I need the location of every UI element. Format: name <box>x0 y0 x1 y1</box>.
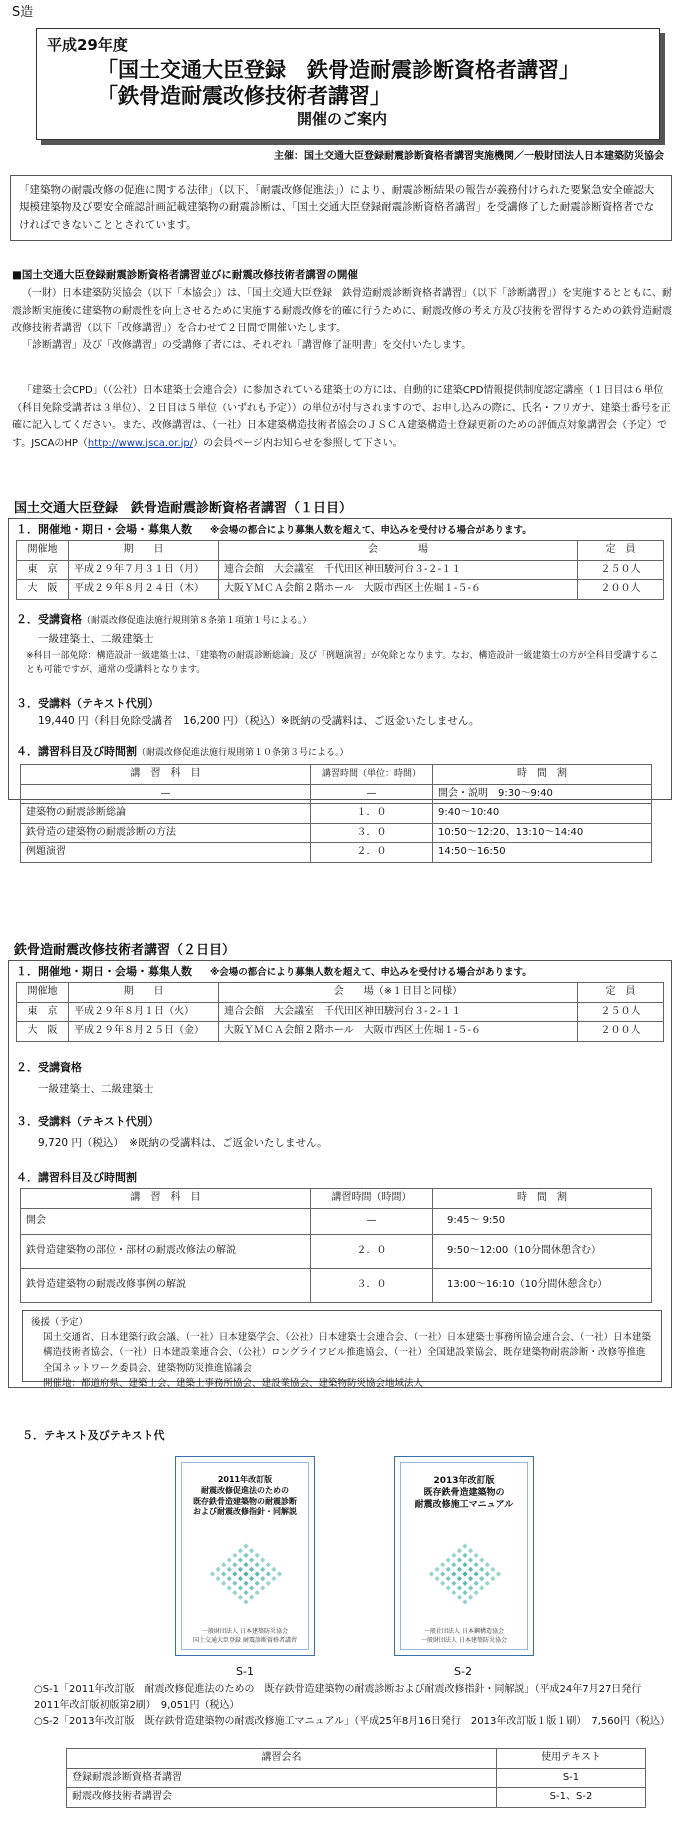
table-row <box>21 804 652 824</box>
book-s1-caption: S-1 <box>236 1665 254 1678</box>
subject-header-hours: 講習時間（時間） <box>311 1189 433 1209</box>
day1-s1 <box>16 522 532 538</box>
table-row <box>17 541 664 561</box>
table-row <box>17 1002 664 1022</box>
subject-time: 13:00～16:10（10分間休憩含む） <box>433 1268 652 1302</box>
diamond-pattern-icon <box>415 1529 515 1619</box>
texts-heading: ５．テキスト及びテキスト代 <box>22 1429 165 1442</box>
sponsor: 主催：国土交通大臣登録耐震診断資格者講習実施機関／一般財団法人日本建築防災協会 <box>274 151 664 162</box>
usage-text: S-1、S-2 <box>497 1788 646 1808</box>
book-s2-title: 2013年改訂版 既存鉄骨造建築物の 耐震改修施工マニュアル <box>414 1476 514 1511</box>
text-item-s2: ○S-2「2013年改訂版 既存鉄骨造建築物の耐震改修施工マニュアル」（平成25年8月16日発行 2013年改訂版１版１刷） 7,560円（税込） <box>34 1716 670 1727</box>
day2-s4: ４．講習科目及び時間割 <box>16 1171 137 1184</box>
subject-hours: ３．０ <box>311 823 433 843</box>
usage-header-text: 使用テキスト <box>497 1749 646 1769</box>
table-row <box>21 1189 652 1209</box>
support-title: 後援（予定） <box>31 1317 89 1328</box>
support-venues: 開催地：都道府県、建築士会、建築士事務所協会、建設業協会、建築物防災協会地域法人 <box>43 1377 424 1389</box>
venue-date: 平成２９年７月３１日（月） <box>69 560 219 580</box>
venue-header-hall: 会 場（※１日目と同様） <box>219 983 578 1003</box>
diamond-pattern-icon <box>196 1529 296 1619</box>
subject-name: 鉄骨造建築物の耐震改修事例の解説 <box>21 1268 311 1302</box>
venue-hall: 連合会館 大会議室 千代田区神田駿河台３-２-１１ <box>219 560 578 580</box>
day1-s2-label: ２．受講資格 <box>16 613 82 626</box>
day2-title: 鉄骨造耐震改修技術者講習（２日目） <box>14 943 236 958</box>
subject-name: 開会 <box>21 1208 311 1234</box>
table-row <box>21 784 652 804</box>
subject-hours: １．０ <box>311 804 433 824</box>
table-row <box>67 1768 646 1788</box>
overview-heading: ■国土交通大臣登録耐震診断資格者講習並びに耐震改修技術者講習の開催 <box>12 269 358 281</box>
support-body: 国土交通省、日本建築行政会議、（一社）日本建築学会、（公社）日本建築士会連合会、（一社）日本建築士事務所協会連合会、（一社）日本建築構造技術者協会、（一社）日本建設業連合会、（公社）ロングライフビル推進協会、（一社）全国建設業協会、既存建築物耐震診断・改修等推進全国ネットワーク委員会、建築物防災推進協議会 <box>43 1332 652 1374</box>
book-s2-caption: S-2 <box>454 1665 472 1678</box>
table-row <box>17 560 664 580</box>
subject-header-time: 時 間 割 <box>433 1189 652 1209</box>
subject-hours: — <box>311 1208 433 1234</box>
usage-name: 耐震改修技術者講習会 <box>67 1788 497 1808</box>
venue-cap: ２５０人 <box>578 1002 664 1022</box>
structure-tag: S造 <box>12 5 34 20</box>
venue-header-cap: 定 員 <box>578 983 664 1003</box>
day1-s4-note: （耐震改修促進法施行規則第１０条第３号による。） <box>137 748 349 758</box>
day1-qual: 一級建築士、二級建築士 <box>38 633 154 645</box>
subject-name: 鉄骨造建築物の部位・部材の耐震改修法の解説 <box>21 1234 311 1268</box>
venue-header-hall: 会 場 <box>219 541 578 561</box>
book-s1 <box>175 1456 315 1656</box>
title-line1: 「国土交通大臣登録 鉄骨造耐震診断資格者講習」 <box>97 57 580 82</box>
venue-header-cap: 定 員 <box>578 541 664 561</box>
subject-hours: ３．０ <box>311 1268 433 1302</box>
table-row <box>17 1022 664 1042</box>
venue-header-date: 期 日 <box>69 541 219 561</box>
table-row <box>17 580 664 600</box>
subject-hours: ２．０ <box>311 1234 433 1268</box>
usage-header-name: 講習会名 <box>67 1749 497 1769</box>
day1-s2 <box>16 612 312 628</box>
day1-s2-note: （耐震改修促進法施行規則第８条第１項第１号による。） <box>82 616 312 626</box>
overview-p1: （一財）日本建築防災協会（以下「本協会」）は、「国土交通大臣登録 鉄骨造耐震診断資格者講習」（以下「診断講習」）を実施するとともに、耐震診断実施後に建築物の耐震性を向上させるために実施する耐震改修を的確に行うために、耐震改修の考え方及び技術を習得するための鉄骨造耐震改修技術者講習（以下「改修講習」）を合わせて２日間で開催いたします。 <box>12 288 672 334</box>
day2-venue-table <box>16 982 664 1042</box>
table-row <box>21 823 652 843</box>
table-row <box>21 1234 652 1268</box>
text-item-s1: ○S-1「2011年改訂版 耐震改修促進法のための 既存鉄骨造建築物の耐震診断および耐震改修指針・同解説」（平成24年7月27日発行 2011年改訂版初版第2刷） 9,051円（税込） <box>34 1684 652 1711</box>
text-usage-table <box>66 1748 646 1808</box>
title-box <box>36 28 660 140</box>
table-row <box>21 1268 652 1302</box>
day1-qual-note: ※科目一部免除：構造設計一級建築士は、「建築物の耐震診断総論」及び「例題演習」が免除となります。なお、構造設計一級建築士の方が全科目受講することも可能ですが、通常の受講料となります。 <box>26 651 659 675</box>
venue-city: 大 阪 <box>17 580 69 600</box>
jsca-link[interactable]: http://www.jsca.or.jp/ <box>87 437 194 449</box>
day2-s1-label: １．開催地・期日・会場・募集人数 <box>16 965 192 978</box>
book-s2-publisher: 一般社団法人 日本鋼構造協会 一般財団法人 日本建築防災協会 <box>421 1628 507 1644</box>
day1-s1-note: ※会場の都合により募集人数を超えて、申込みを受付ける場合があります。 <box>210 525 532 536</box>
table-row <box>17 983 664 1003</box>
day1-subject-table <box>20 764 652 863</box>
title-year: 平成29年度 <box>47 36 128 54</box>
subject-name: 例題演習 <box>21 843 311 863</box>
subject-header-hours: 講習時間（単位：時間） <box>311 765 433 785</box>
support-box <box>22 1310 662 1389</box>
venue-hall: 連合会館 大会議室 千代田区神田駿河台３-２-１１ <box>219 1002 578 1022</box>
venue-cap: ２５０人 <box>578 560 664 580</box>
title-line3: 開催のご案内 <box>297 110 388 129</box>
venue-cap: ２００人 <box>578 580 664 600</box>
venue-date: 平成２９年８月２４日（木） <box>69 580 219 600</box>
venue-city: 東 京 <box>17 1002 69 1022</box>
subject-hours: — <box>311 784 433 804</box>
venue-hall: 大阪ＹＭＣＡ会館２階ホール 大阪市西区土佐堀１-５-６ <box>219 580 578 600</box>
title-line2: 「鉄骨造耐震改修技術者講習」 <box>97 84 391 108</box>
subject-name: 鉄骨造の建築物の耐震診断の方法 <box>21 823 311 843</box>
venue-cap: ２００人 <box>578 1022 664 1042</box>
day1-title: 国土交通大臣登録 鉄骨造耐震診断資格者講習（１日目） <box>14 501 353 516</box>
venue-header-city: 開催地 <box>17 983 69 1003</box>
subject-time: 開会・説明 9:30～9:40 <box>433 784 652 804</box>
venue-city: 東 京 <box>17 560 69 580</box>
subject-time: 9:40～10:40 <box>433 804 652 824</box>
overview-p2: 「診断講習」及び「改修講習」の受講修了者には、それぞれ「講習修了証明書」を交付いたします。 <box>22 340 472 351</box>
subject-time: 10:50～12:20、13:10～14:40 <box>433 823 652 843</box>
table-row <box>21 843 652 863</box>
day2-qual: 一級建築士、二級建築士 <box>38 1083 154 1095</box>
day2-s3: ３．受講料（テキスト代別） <box>16 1115 159 1128</box>
venue-hall: 大阪ＹＭＣＡ会館２階ホール 大阪市西区土佐堀１-５-６ <box>219 1022 578 1042</box>
venue-header-city: 開催地 <box>17 541 69 561</box>
subject-time: 14:50～16:50 <box>433 843 652 863</box>
day1-s4 <box>16 744 349 760</box>
table-row <box>21 765 652 785</box>
usage-text: S-1 <box>497 1768 646 1788</box>
table-row <box>21 1208 652 1234</box>
subject-name: 建築物の耐震診断総論 <box>21 804 311 824</box>
day2-s2: ２．受講資格 <box>16 1061 82 1074</box>
day2-s1 <box>16 964 532 980</box>
table-row <box>67 1788 646 1808</box>
subject-name: — <box>21 784 311 804</box>
table-row <box>67 1749 646 1769</box>
overview-p3a: 「建築士会CPD」（（公社）日本建築士会連合会）に参加されている建築士の方には、自動的に建築CPD情報提供制度認定講座（１日目は６単位（科目免除受講者は３単位）、２日目は５単位（いずれも予定））の単位が付与されますので、お申し込みの際に、氏名・フリガナ、建築士番号を正確に記入してください。また、改修講習は、（一社）日本建築構造技術者協会のＪＳＣＡ建築構造士登録更新のための評価点対象講習会（予定）です。JSCAのHP（ <box>12 385 671 449</box>
book-s1-title: 2011年改訂版 耐震改修促進法のための 既存鉄骨造建築物の耐震診断 および耐震改修指針・同解説 <box>193 1475 297 1517</box>
venue-header-date: 期 日 <box>69 983 219 1003</box>
intro-box: 「建築物の耐震改修の促進に関する法律」（以下、「耐震改修促進法」）により、耐震診断結果の報告が義務付けられた要緊急安全確認大規模建築物及び要安全確認計画記載建築物の耐震診断は、「国土交通大臣登録耐震診断資格者講習」を受講修了した耐震診断資格者でなければできないこととされています。 <box>10 175 672 241</box>
subject-header-name: 講 習 科 目 <box>21 1189 311 1209</box>
overview-p3 <box>12 382 672 452</box>
subject-time: 9:50～12:00（10分間休憩含む） <box>433 1234 652 1268</box>
venue-date: 平成２９年８月１日（火） <box>69 1002 219 1022</box>
venue-date: 平成２９年８月２５日（金） <box>69 1022 219 1042</box>
overview-p3b: ）の会員ページ内お知らせを参照して下さい。 <box>193 437 403 449</box>
day1-s3: ３．受講料（テキスト代別） <box>16 697 159 710</box>
usage-name: 登録耐震診断資格者講習 <box>67 1768 497 1788</box>
subject-header-time: 時 間 割 <box>433 765 652 785</box>
day1-fee: 19,440 円（科目免除受講者 16,200 円）（税込）※既納の受講料は、ご返金いたしません。 <box>38 715 480 727</box>
day2-subject-table <box>20 1188 652 1303</box>
subject-time: 9:45～ 9:50 <box>433 1208 652 1234</box>
book-s1-publisher: 一般財団法人 日本建築防災協会 国土交通大臣登録 耐震診断資格者講習 <box>193 1628 297 1644</box>
day1-s4-label: ４．講習科目及び時間割 <box>16 745 137 758</box>
subject-header-name: 講 習 科 目 <box>21 765 311 785</box>
book-s2 <box>394 1456 534 1656</box>
venue-city: 大 阪 <box>17 1022 69 1042</box>
day2-s1-note: ※会場の都合により募集人数を超えて、申込みを受付ける場合があります。 <box>210 967 532 978</box>
subject-hours: ２．０ <box>311 843 433 863</box>
day2-fee: 9,720 円（税込） ※既納の受講料は、ご返金いたしません。 <box>38 1137 328 1149</box>
day1-s1-label: １．開催地・期日・会場・募集人数 <box>16 523 192 536</box>
day1-venue-table <box>16 540 664 600</box>
